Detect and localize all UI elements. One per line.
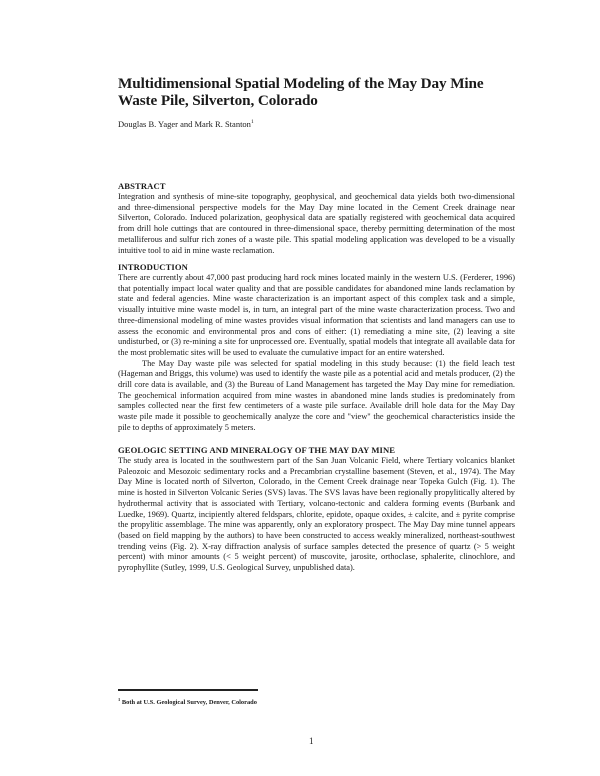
- section-heading: ABSTRACT: [118, 181, 166, 191]
- page-number: 1: [309, 736, 314, 746]
- footnote-text: Both at U.S. Geological Survey, Denver, Colorado: [121, 699, 257, 707]
- section-abstract: [118, 181, 515, 256]
- section-heading: INTRODUCTION: [118, 262, 188, 272]
- section-geologic-setting: [118, 445, 515, 574]
- section-introduction: [118, 262, 515, 434]
- paragraph: The study area is located in the southwestern part of the San Juan Volcanic Field, where Tertiary volcanics blanket Paleozoic and Mesozoic sedimentary rocks and a Precambrian crystalline basement (Steven, et al., 1974). The May Day Mine is located north of Silverton, Colorado, in the Cement Creek drainage near Topeka Gulch (Fig. 1). The mine is hosted in Silverton Volcanic Series (SVS) lavas. The SVS lavas have been regionally propylitically altered by hydrothermal activity that is associated with Tertiary, volcano-tectonic and caldera forming events (Burbank and Luedke, 1969). Quartz, incipiently altered feldspars, chlorite, epidote, opaque oxides, ± calcite, and ± pyrite comprise the propylitic assemblage. The mine was apparently, only an exploratory prospect. The May Day mine tunnel appears (based on field mapping by the authors) to have been constructed to access weakly mineralized, northeast-southwest trending veins (Fig. 2). X-ray diffraction analysis of surface samples detected the presence of quartz (> 5 weight percent) with minor amounts (< 5 weight percent) of muscovite, jarosite, orthoclase, sphalerite, clinochlore, and pyrophyllite (Sutley, 1999, U.S. Geological Survey, unpublished data).: [118, 456, 515, 573]
- paragraph: The May Day waste pile was selected for spatial modeling in this study because: (1) the field leach test (Hageman and Briggs, this volume) was used to identify the waste pile as a potential acid and metals producer, (2) the drill core data is available, and (3) the Bureau of Land Management has targeted the May Day mine for remediation. The geochemical information acquired from mine wastes in abandoned mine lands studies is predominately from samples collected near the first few centimeters of a waste pile surface. Available drill hole data for the May Day waste pile made it possible to geochemically analyze the core and "view" the geochemical characteristics inside the pile to depths of approximately 5 meters.: [118, 358, 515, 432]
- author-footnote-mark: 1: [250, 119, 254, 126]
- footnote: [118, 697, 257, 706]
- footnote-mark: 1: [118, 697, 121, 702]
- footnote-divider: [118, 689, 258, 691]
- section-heading: GEOLOGIC SETTING AND MINERALOGY OF THE MAY DAY MINE: [118, 445, 396, 455]
- author-line: [118, 119, 254, 129]
- paragraph: There are currently about 47,000 past producing hard rock mines located mainly in the western U.S. (Ferderer, 1996) that potentially impact local water quality and that are possible candidates for abandoned mine lands reclamation by state and federal agencies. Mine waste characterization is an important aspect of this complex task and a simple, visually intuitive mine waste model is, in turn, an integral part of the mine waste characterization process. Two and three-dimensional modeling of mine wastes provides visual information that scientists and land managers can use to assess the economic and environmental pros and cons of either: (1) remediating a mine site, (2) leaving a site undisturbed, or (3) re-mining a site for unprocessed ore. Eventually, spatial models that integrate all available data for the most problematic sites will be used to evaluate the cumulative impact for an entire watershed.: [118, 273, 515, 357]
- authors: Douglas B. Yager and Mark R. Stanton: [118, 119, 251, 129]
- paragraph: Integration and synthesis of mine-site topography, geophysical, and geochemical data yields both two-dimensional and three-dimensional perspective models for the May Day mine located in the Cement Creek drainage near Silverton, Colorado. Induced polarization, geophysical data are spatially registered with geochemical data acquired from drill hole cuttings that are contoured in three-dimensional space, thereby permitting determination of the most metalliferous and sulfur rich zones of a waste pile. This spatial modeling application was developed to be a visually intuitive tool to aid in mine waste reclamation.: [118, 192, 515, 255]
- paper-title: Multidimensional Spatial Modeling of the May Day Mine Waste Pile, Silverton, Colorado: [118, 75, 484, 109]
